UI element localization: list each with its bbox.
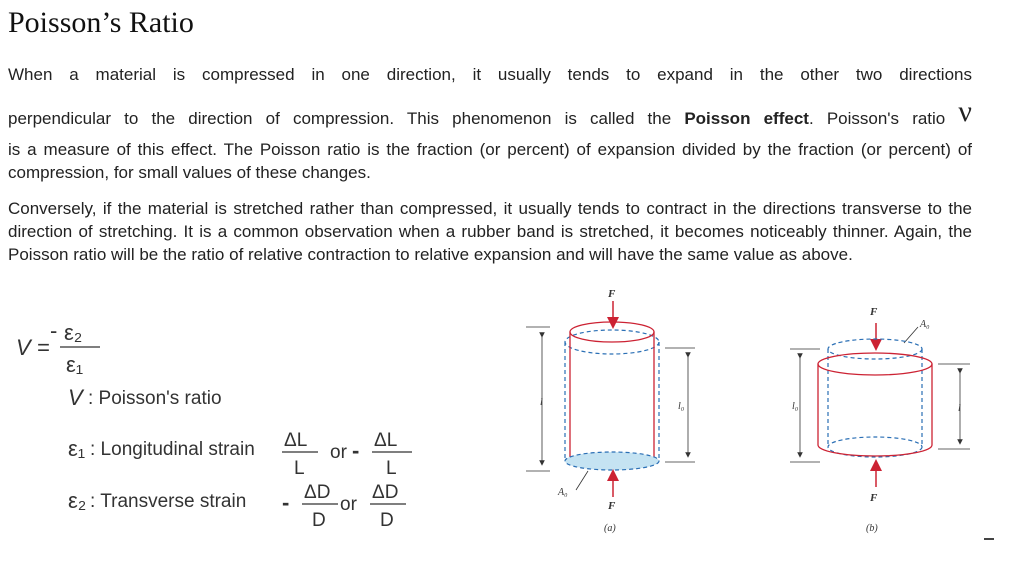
figure-a [526,288,695,534]
label-l0: l₀ [678,401,685,412]
l-denominator: L [386,458,397,479]
or-text: or [330,442,347,463]
def-e2-text: : Transverse strain [90,491,247,512]
paragraph-text: . Poisson's ratio [808,109,959,128]
force-label-top: F [870,306,878,318]
deformed-bottom-arc [818,445,932,456]
caption-a: (a) [604,523,616,534]
figure-b [790,306,970,534]
dl-numerator: ΔL [374,430,398,451]
def-v-symbol: V [68,385,83,410]
dd-numerator: ΔD [304,482,331,503]
area-pointer [576,471,588,490]
deformed-top-ellipse [570,322,654,342]
formula-minus: - [50,318,58,343]
poisson-formula [0,300,500,550]
original-top-ellipse [828,339,922,359]
nu-symbol: ν [958,95,972,128]
dl-numerator: ΔL [284,430,308,451]
formula-denominator: ε₁ [66,352,84,377]
label-l: l [540,397,543,408]
area-label: A₀ [920,319,930,330]
poisson-effect-term: Poisson effect [684,109,809,128]
d-denominator: D [380,510,394,531]
deformed-top-ellipse [818,353,932,375]
formula-numerator: ε₂ [64,320,83,345]
def-e1-text: : Longitudinal strain [90,439,255,460]
base-area [565,452,659,470]
page-title: Poisson’s Ratio [8,6,194,39]
paragraph-measure: is a measure of this effect. The Poisson ratio is the fraction (or percent) of expansion divided by the fraction (or percent) of compression, for small values of these changes. [8,140,972,182]
paragraph-text: perpendicular to the direction of compression. This phenomenon is called the [8,109,685,128]
force-label-top: F [608,288,616,300]
d-denominator: D [312,510,326,531]
label-l0: l₀ [792,401,799,412]
area-pointer [904,327,918,343]
cylinder-figure [520,285,990,545]
l-denominator: L [294,458,305,479]
paragraph-poisson-effect [8,95,972,130]
def-v-text: : Poisson's ratio [88,388,222,409]
def-e1-symbol: ε₁ [68,436,86,461]
force-label-bottom: F [870,492,878,504]
force-label-bottom: F [608,500,616,512]
paragraph-stretched: Conversely, if the material is stretched rather than compressed, it usually tends to contract in the directions transverse to the direction of stretching. It is a common observation when a rubber band is stretched, it becomes noticeably thinner. Again, the Poisson ratio will be the ratio of relative contraction to relative expansion and will have the same value as above. [8,199,972,264]
paragraph-compression: When a material is compressed in one direction, it usually tends to expand in the other two directions [8,65,972,84]
def-e2-symbol: ε₂ [68,488,87,513]
slide-corner-mark [984,538,994,540]
minus-sign: - [352,438,360,463]
minus-sign: - [282,490,290,515]
formula-lhs: V = [16,335,50,360]
dd-numerator: ΔD [372,482,399,503]
area-label: A₀ [558,487,568,498]
caption-b: (b) [866,523,878,534]
label-l: l [958,403,961,414]
or-text: or [340,494,357,515]
